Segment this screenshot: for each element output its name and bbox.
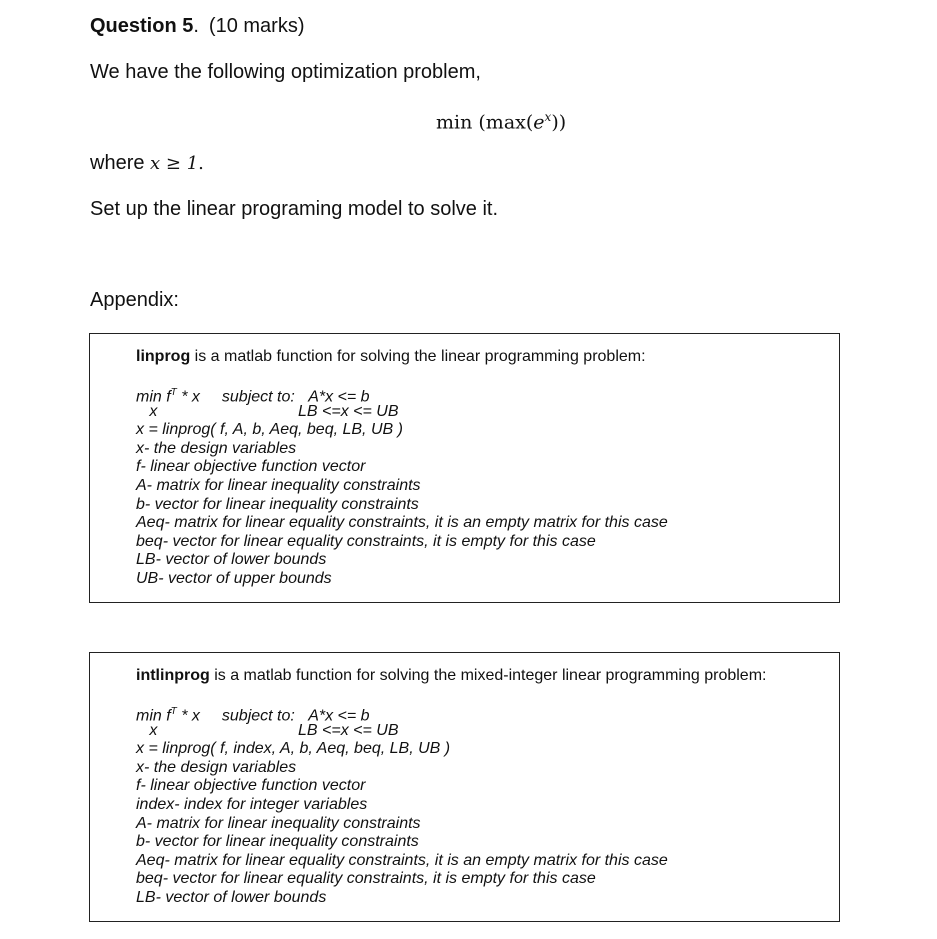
linprog-fn-name: linprog: [136, 348, 191, 365]
linprog-body: [136, 384, 668, 589]
question-title-period: .: [193, 15, 199, 37]
intlinprog-constraint2: LB <=x <= UB: [298, 721, 399, 739]
intlinprog-box: [89, 652, 840, 922]
linprog-call: x = linprog( f, A, b, Aeq, beq, LB, UB ): [136, 421, 403, 439]
linprog-description: is a matlab function for solving the linear programming problem:: [190, 348, 646, 365]
linprog-under-x: x: [149, 402, 158, 420]
intlinprog-objective-line: [136, 703, 668, 725]
question-marks: (10 marks): [208, 15, 305, 37]
where-text: where: [90, 152, 151, 174]
intlinprog-def: Aeq- matrix for linear equality constraints, it is an empty matrix for this case: [136, 851, 668, 869]
intlinprog-heading: [136, 666, 766, 686]
intlinprog-def: A- matrix for linear inequality constraints: [136, 814, 421, 832]
intlinprog-def: index- index for integer variables: [136, 795, 368, 813]
intlinprog-fn-name: intlinprog: [136, 667, 210, 684]
intlinprog-def: beq- vector for linear equality constraints, it is empty for this case: [136, 870, 596, 888]
intlinprog-call: x = linprog( f, index, A, b, Aeq, beq, LB, UB ): [136, 740, 451, 758]
linprog-box: [89, 333, 840, 603]
linprog-def: UB- vector of upper bounds: [136, 569, 332, 587]
linprog-constraint2: LB <=x <= UB: [298, 402, 399, 420]
question-heading: [90, 14, 305, 38]
linprog-def: f- linear objective function vector: [136, 458, 366, 476]
intlinprog-min-label: min f: [136, 707, 171, 725]
intlinprog-under-x: x: [149, 721, 158, 739]
intlinprog-times-x: * x: [176, 707, 200, 725]
linprog-def: x- the design variables: [136, 439, 297, 457]
intlinprog-def: LB- vector of lower bounds: [136, 888, 327, 906]
linprog-objective-line: [136, 384, 668, 406]
where-end: .: [198, 153, 204, 174]
linprog-def: A- matrix for linear inequality constraints: [136, 476, 421, 494]
linprog-def: LB- vector of lower bounds: [136, 551, 327, 569]
intlinprog-body: [136, 703, 668, 908]
linprog-constraint-line: [136, 403, 668, 422]
question-title: Question 5: [90, 15, 194, 37]
linprog-min-label: min f: [136, 388, 171, 406]
objective-close: )): [551, 111, 567, 134]
linprog-def: b- vector for linear inequality constraints: [136, 495, 419, 513]
linprog-transpose: T: [170, 387, 177, 398]
task-text: Set up the linear programing model to solve it.: [90, 198, 498, 220]
intlinprog-description: is a matlab function for solving the mixed-integer linear programming problem:: [209, 667, 767, 684]
intlinprog-constraint1: A*x <= b: [308, 707, 370, 725]
linprog-subject-to: subject to:: [221, 388, 295, 406]
objective-formula: [436, 105, 566, 134]
intlinprog-transpose: T: [170, 706, 177, 717]
objective-min: min: [436, 111, 473, 134]
where-condition-expr: x ≥ 1: [150, 153, 199, 174]
appendix-label: Appendix:: [90, 289, 179, 311]
objective-open: (max(: [478, 111, 534, 134]
objective-exponent: x: [544, 110, 552, 124]
intlinprog-def: b- vector for linear inequality constraints: [136, 833, 419, 851]
intlinprog-subject-to: subject to:: [221, 707, 295, 725]
where-condition: [150, 153, 198, 174]
linprog-def: Aeq- matrix for linear equality constraints, it is an empty matrix for this case: [136, 514, 668, 532]
linprog-times-x: * x: [176, 388, 200, 406]
intlinprog-def: x- the design variables: [136, 758, 297, 776]
intlinprog-def: f- linear objective function vector: [136, 777, 366, 795]
intro-text: We have the following optimization problem,: [90, 61, 481, 83]
where-clause: [90, 151, 204, 176]
linprog-def: beq- vector for linear equality constraints, it is empty for this case: [136, 532, 596, 550]
linprog-heading: [136, 347, 646, 367]
intlinprog-constraint-line: [136, 722, 668, 741]
objective-base: e: [533, 111, 545, 134]
linprog-constraint1: A*x <= b: [308, 388, 370, 406]
